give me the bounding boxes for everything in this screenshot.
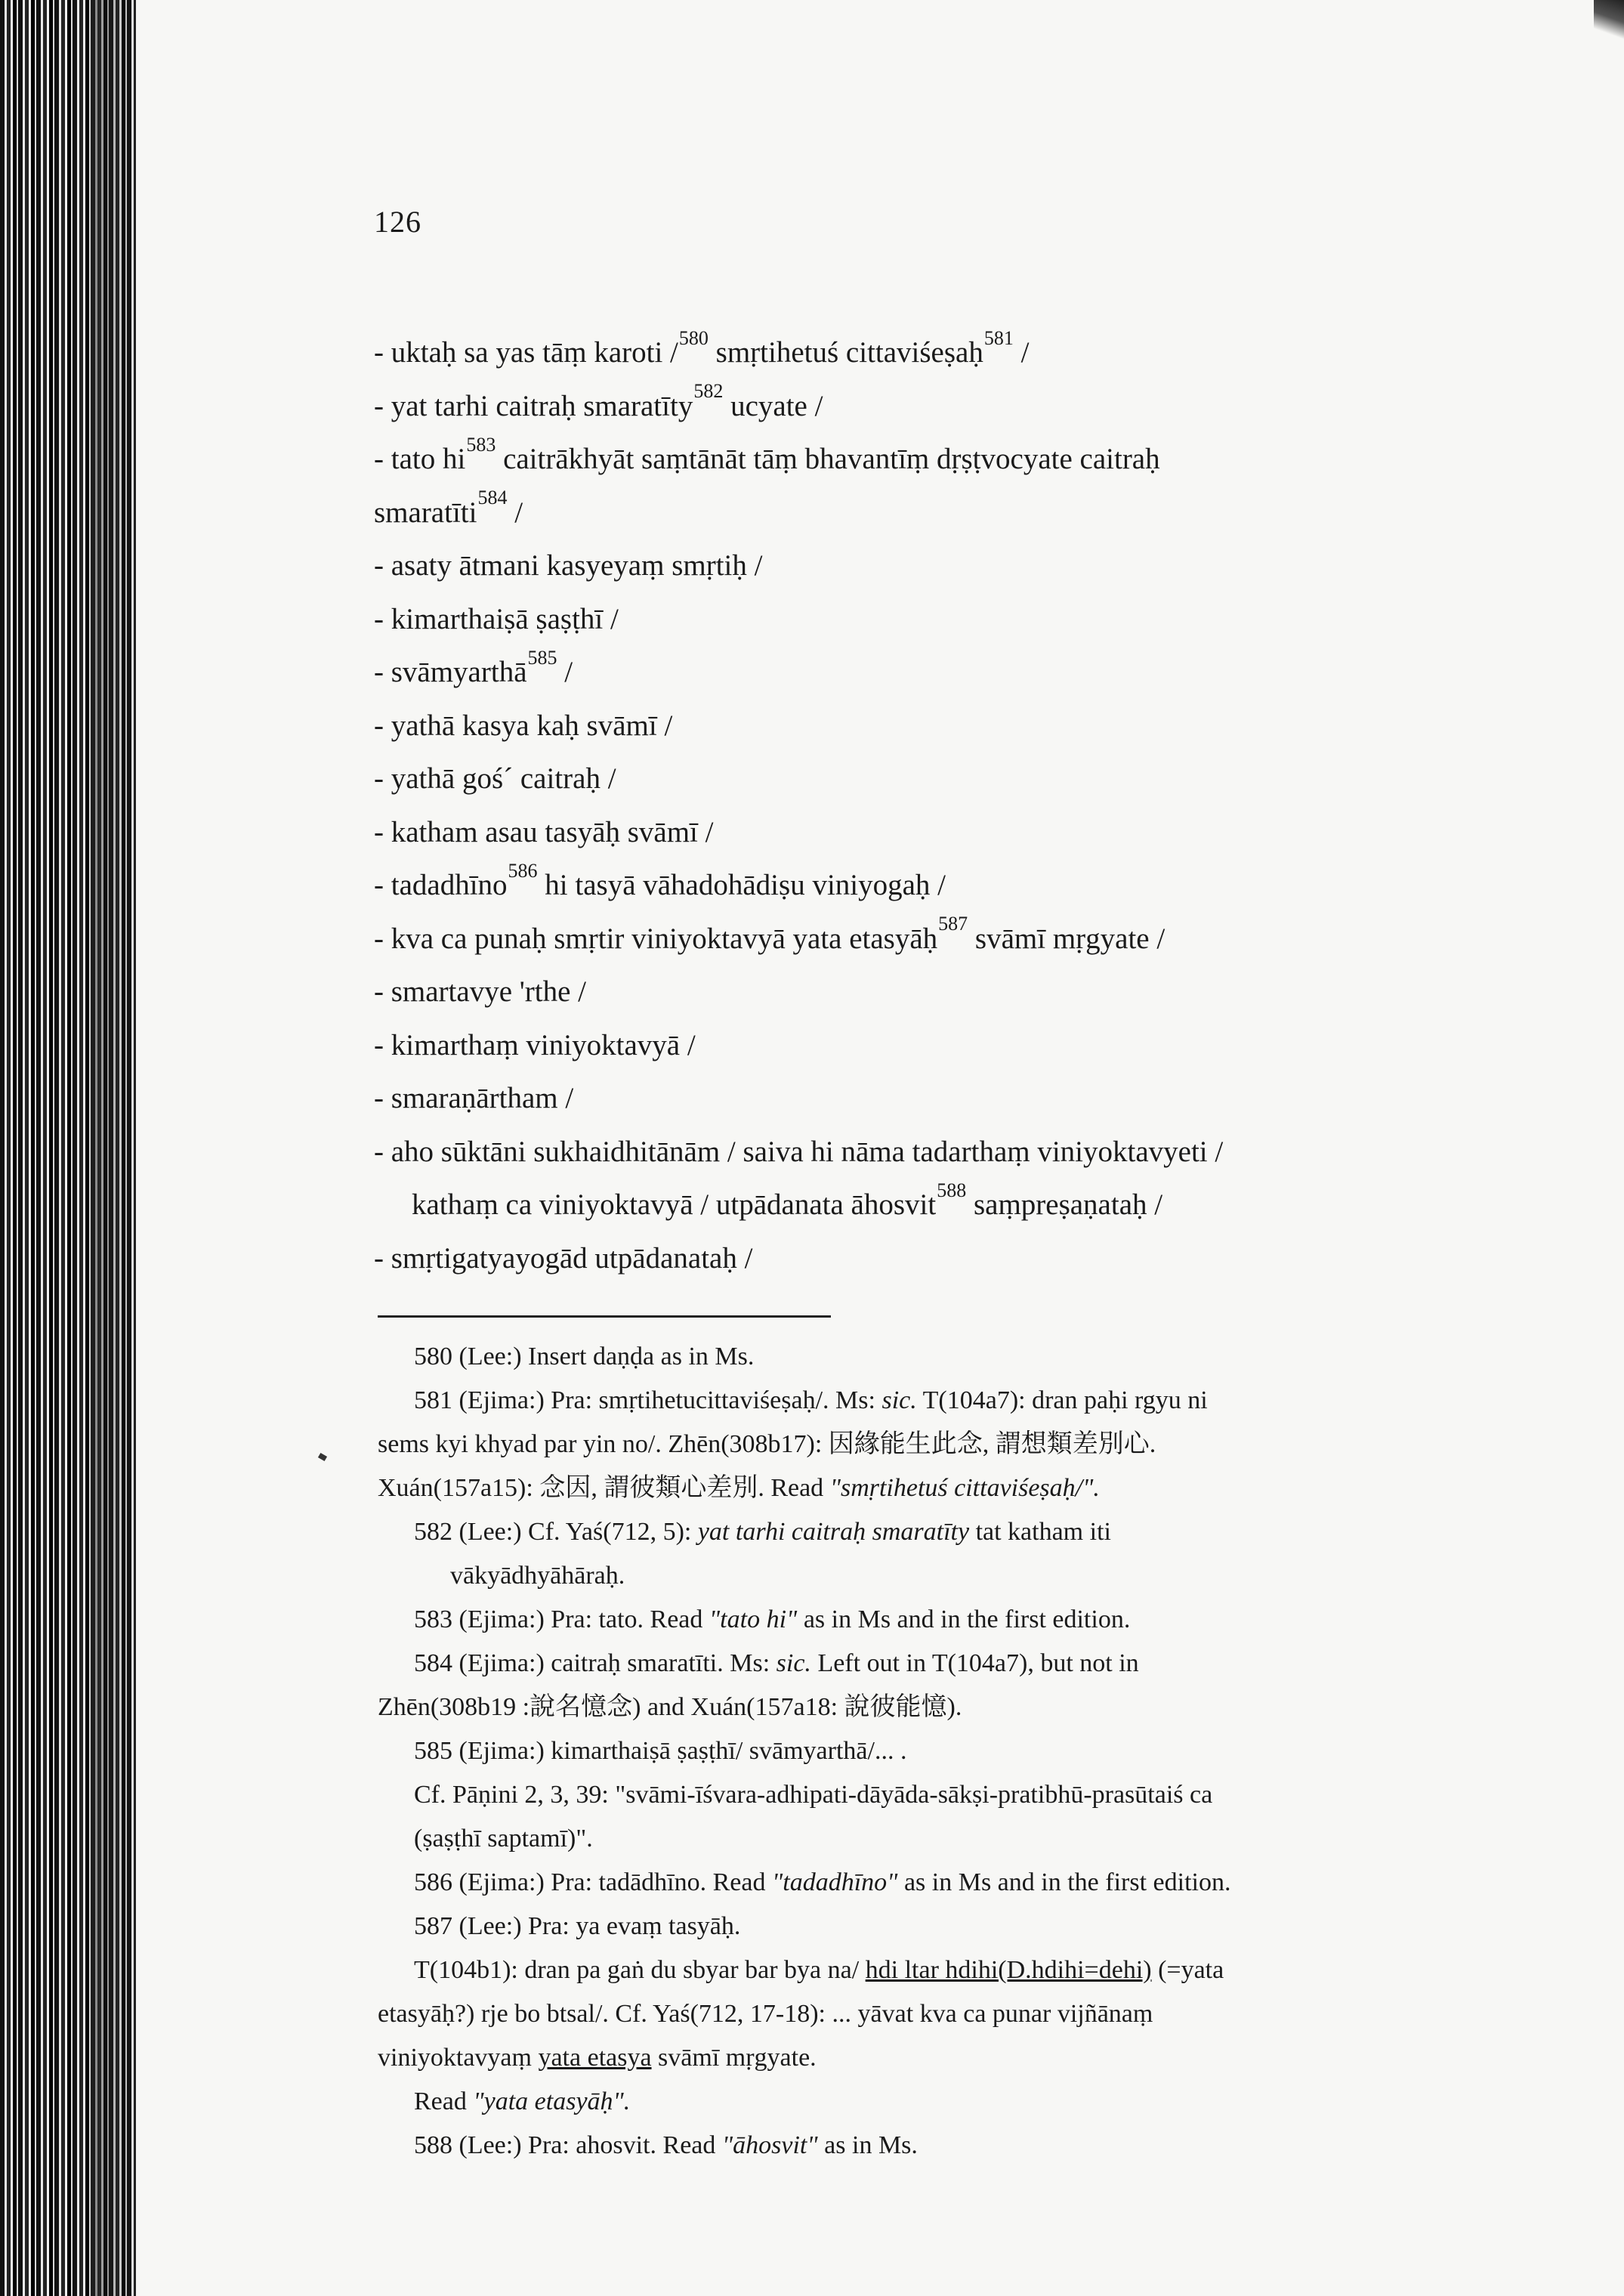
footnote-585-cont: Cf. Pāṇini 2, 3, 39: "svāmi-īśvara-adhipati-dāyāda-sākṣi-pratibhū-prasūtaiś ca (414, 1781, 1213, 1809)
footnote-588: 588 (Lee:) Pra: ahosvit. Read "āhosvit" as in Ms. (414, 2131, 918, 2159)
footnote-587-cont: etasyāḥ?) rje bo btsal/. Cf. Yaś(712, 17-18): ... yāvat kva ca punar vijñānaṃ (378, 2000, 1153, 2028)
footnotes (378, 1335, 1441, 2168)
footnote-580: 580 (Lee:) Insert daṇḍa as in Ms. (414, 1343, 755, 1370)
footnote-ref: 581 (983, 326, 1014, 349)
footnote-ref: 588 (937, 1179, 967, 1201)
text-line: - asaty ātmani kasyeyaṃ smṛtiḥ / (374, 549, 763, 582)
main-text (374, 326, 1462, 1285)
footnote-581-cont: Xuán(157a15): 念因, 謂彼類心差別. Read "smṛtihetuś cittaviśeṣaḥ/". (378, 1474, 1100, 1502)
text-line: - svāmyarthā$^{585}$ / (374, 646, 573, 688)
footnote-ref: 583 (466, 433, 496, 456)
text-line: - kimarthaiṣā ṣaṣṭhī / (374, 602, 619, 635)
book-binding-shadow (0, 0, 136, 2296)
footnote-587: 587 (Lee:) Pra: ya evaṃ tasyāḥ. (414, 1912, 741, 1940)
footnote-ref: 586 (508, 859, 538, 882)
footnote-ref: 580 (678, 326, 709, 349)
footnote-ref: 582 (693, 380, 724, 403)
footnote-separator (378, 1315, 831, 1318)
text-line: - katham asau tasyāḥ svāmī / (374, 815, 714, 848)
footnote-584-cont: Zhēn(308b19 :說名憶念) and Xuán(157a18: 說彼能憶). (378, 1693, 962, 1721)
footnote-582-cont: vākyādhyāhāraḥ. (450, 1562, 625, 1590)
page-number: 126 (374, 205, 421, 239)
text-line: kathaṃ ca viniyoktavyā / utpādanata āhosvit$^{588}$ saṃpreṣaṇataḥ / (412, 1179, 1163, 1221)
text-line: - smaraṇārtham / (374, 1082, 574, 1114)
footnote-587-cont: T(104b1): dran pa gaṅ du sbyar bar bya na/ hdi ltar hdihi(D.hdihi=dehi) (=yata (414, 1956, 1224, 1984)
footnote-585-cont: (ṣaṣṭhī saptamī)". (414, 1825, 593, 1853)
footnote-581: 581 (Ejima:) Pra: smṛtihetucittaviśeṣaḥ/. Ms: sic. T(104a7): dran paḥi rgyu ni (414, 1386, 1208, 1414)
text-line: - yathā gośˊ caitraḥ / (374, 762, 616, 795)
footnote-ref: 585 (527, 646, 557, 669)
text-line: - tadadhīno$^{586}$ hi tasyā vāhadohādiṣu viniyogaḥ / (374, 859, 946, 901)
text-line: - uktaḥ sa yas tāṃ karoti /$^{580}$ smṛtihetuś cittaviśeṣaḥ$^{581}$ / (374, 326, 1030, 369)
text-line: - kimarthaṃ viniyoktavyā / (374, 1028, 696, 1061)
footnote-586: 586 (Ejima:) Pra: tadādhīno. Read "tadadhīno" as in Ms and in the first edition. (414, 1868, 1231, 1896)
footnote-582: 582 (Lee:) Cf. Yaś(712, 5): yat tarhi caitraḥ smaratīty tat katham iti (414, 1518, 1111, 1546)
text-line: smaratīti$^{584}$ / (374, 487, 523, 529)
footnote-ref: 587 (938, 913, 968, 935)
scan-speck (318, 1453, 327, 1461)
footnote-ref: 584 (477, 487, 508, 509)
text-line: - smartavye 'rthe / (374, 975, 586, 1008)
text-line: - yathā kasya kaḥ svāmī / (374, 709, 673, 742)
text-line: - kva ca punaḥ smṛtir viniyoktavyā yata etasyāḥ$^{587}$ svāmī mṛgyate / (374, 913, 1166, 955)
footnote-587-cont: Read "yata etasyāḥ". (414, 2087, 631, 2115)
footnote-583: 583 (Ejima:) Pra: tato. Read "tato hi" as in Ms and in the first edition. (414, 1605, 1131, 1633)
footnote-585: 585 (Ejima:) kimarthaiṣā ṣaṣṭhī/ svāmyarthā/... . (414, 1737, 907, 1765)
scan-corner-mark (1594, 0, 1624, 45)
text-line: - yat tarhi caitraḥ smaratīty$^{582}$ ucyate / (374, 380, 823, 422)
text-line: - aho sūktāni sukhaidhitānām / saiva hi nāma tadarthaṃ viniyoktavyeti / (374, 1135, 1224, 1168)
footnote-587-cont: viniyoktavyaṃ yata etasya svāmī mṛgyate. (378, 2044, 817, 2072)
footnote-581-cont: sems kyi khyad par yin no/. Zhēn(308b17): 因緣能生此念, 謂想類差別心. (378, 1430, 1156, 1458)
text-line: - smṛtigatyayogād utpādanataḥ / (374, 1241, 753, 1275)
text-line: - tato $hi^{583}$ caitrākhyāt saṃtānāt tāṃ bhavantīṃ dṛṣṭvocyate caitraḥ (374, 433, 1160, 475)
footnote-584: 584 (Ejima:) caitraḥ smaratīti. Ms: sic. Left out in T(104a7), but not in (414, 1649, 1139, 1677)
